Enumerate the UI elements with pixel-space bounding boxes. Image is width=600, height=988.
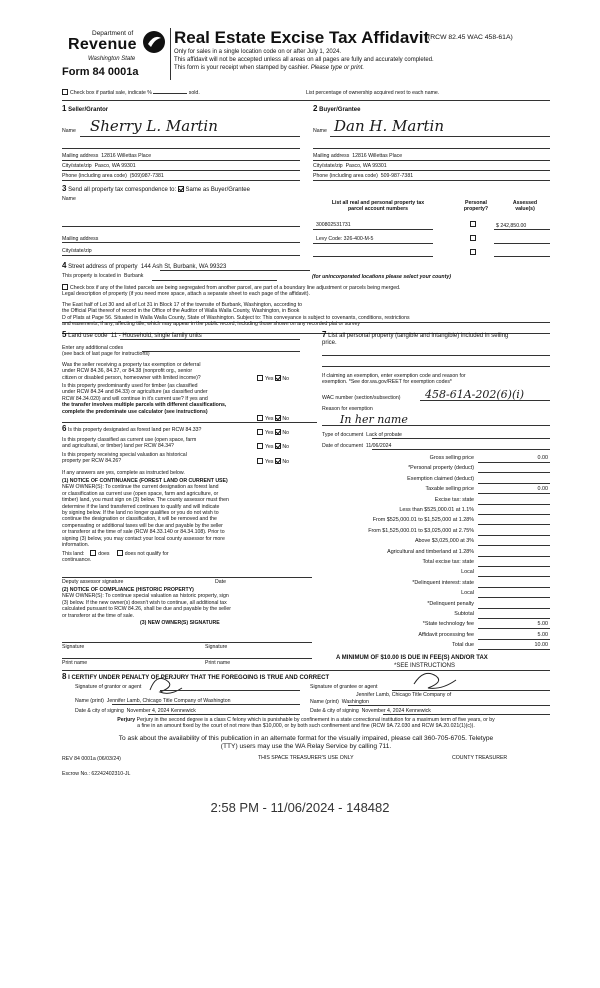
property-location-row: This property is located in Burbank	[62, 273, 144, 279]
fee-value-line	[478, 524, 550, 525]
q1-yes-no: Yes No	[257, 375, 289, 382]
segregate-row: Check box if any of the listed parcels are being segregated from another parcel, are part of a boundary line adjustment or parcels being merged.	[62, 284, 562, 291]
fee-label: Total excise tax: state	[422, 559, 474, 565]
buyer-address: 12816 Willettas Place	[352, 153, 403, 159]
fee-label: From $1,525,000.01 to $3,025,000 at 2.75%	[368, 527, 474, 534]
escrow-number: Escrow No.: 62242402310-JL	[62, 771, 131, 777]
historic-question: Is this property receiving special valuation as historical property per RCW 84.26?	[62, 452, 187, 465]
street-address-row: 4 Street address of property 144 Ash St, Burbank, WA 99323	[62, 261, 227, 270]
fee-label: Local	[461, 569, 474, 576]
grantee-name: Washington	[341, 699, 369, 705]
doc-date-row: Date of document 11/06/2024	[322, 443, 392, 449]
parcel-number: 300802531731	[316, 222, 351, 228]
form-number: Form 84 0001a	[62, 66, 139, 78]
fee-value-line	[478, 556, 550, 557]
levy-code: Levy Code: 326-400-M-5	[316, 236, 374, 242]
dor-logo	[62, 26, 170, 82]
recording-stamp: 2:58 PM - 11/06/2024 - 148482	[210, 800, 390, 815]
form-title: Real Estate Excise Tax Affidavit	[174, 28, 430, 47]
sec3-name-label: Name	[62, 196, 76, 202]
parcel-col2-header: Personal property?	[463, 200, 489, 213]
fee-label: Affidavit processing fee	[418, 631, 474, 638]
logo-swoosh-icon	[142, 30, 166, 54]
exemption-claim-note: If claiming an exemption, enter exemption code and reason for exemption. *See dor.wa.gov/REET for exemption codes*	[322, 373, 466, 386]
personal-property-checkbox-2[interactable]	[470, 235, 476, 241]
fee-label: *Delinquent penalty	[427, 600, 474, 607]
q2-yes-checkbox[interactable]	[257, 415, 263, 421]
partial-sale-checkbox[interactable]	[62, 89, 68, 95]
reason-label: Reason for exemption	[322, 406, 373, 412]
owner-sig-label-2: Signature	[205, 644, 228, 650]
seller-address: 12816 Willettas Place	[101, 153, 152, 159]
grantee-name-row: Name (print) Washington	[310, 699, 369, 705]
fee-value: 0.00	[537, 486, 548, 493]
perjury-warning: Perjury Perjury in the second degree is a class C felony which is punishable by confinement in a state correctional institution for a maximum term of five years, or by a fine in an amount fixed by the court of not more than $10,000, or by both such confinement and fine (RCW 9A.72.030 and RCW 9A.20.021(1)(c)).	[117, 717, 495, 730]
sec3-city-label: City/state/zip	[62, 248, 92, 254]
buyer-mailing-row: Mailing address 12816 Willettas Place	[313, 153, 403, 159]
revision-code: REV 84 0001a (06/03/24)	[62, 756, 121, 762]
q6c-no-checkbox[interactable]	[275, 458, 281, 464]
fee-value-line	[478, 628, 550, 629]
fee-value: 5.00	[537, 621, 548, 628]
fee-label: Local	[461, 590, 474, 597]
sec3-mailing-label: Mailing address	[62, 236, 99, 242]
buyer-phone-row: Phone (including area code) 509-987-7381	[313, 173, 414, 179]
fee-label: From $525,000.01 to $1,525,000 at 1.28%	[372, 517, 474, 524]
fee-label: Excise tax: state	[434, 496, 474, 503]
fee-label: Gross selling price	[429, 455, 474, 461]
notice-continuance: (1) NOTICE OF CONTINUANCE (FOREST LAND OR CURRENT USE) NEW OWNER(S): To continue the current designation as forest land or classification as current use (open space, farm and agriculture, or timber) land, you must sign on (3) below. The county assessor must then determine if the land transferred continues to qualify and will indicate by signing below. If the land no longer qualifies or you do not wish to continue the designation or classification, it will be removed and the compensating or additional taxes will be due and payable by the seller or transferor at the time of sale (RCW 84.33.140 or 84.34.108). Prior to signing (3) below, you may contact your local county assessor for more information.	[62, 478, 229, 549]
header-note-3: This form is your receipt when stamped by cashier. Please type or print.	[174, 65, 365, 71]
property-location: Burbank	[124, 273, 144, 279]
same-as-buyer-checkbox[interactable]	[178, 186, 184, 192]
legal-description: The East half of Lot 30 and all of Lot 31 in Block 17 of the townsite of Burbank, Washington, according to the Official Plat thereof of record in the Office of the Auditor of Walla Walla County, Washington, in Book D of Plats at Page 56. Situated in Walla Walla County, State of Washington. Subject to: This conveyance is subject to covenants, conditions, restrictions and easements, if any, affecting title, which may appear in the public record, including those shown on any recorded plat or survey	[62, 302, 410, 328]
deputy-signature-label: Deputy assessor signature	[62, 579, 124, 585]
grantor-name-row: Name (print) Jennifer Lamb, Chicago Title Company of Washington	[75, 698, 231, 704]
fee-value-line	[478, 535, 550, 536]
q6c-yes-no: Yes No	[257, 458, 289, 465]
ownership-note: List percentage of ownership acquired next to each name.	[306, 90, 440, 96]
land-use-row: 5 Land use code 11 - Household, single family units	[62, 330, 202, 339]
alternate-format-note: To ask about the availability of this publication in an alternate format for the visually impaired, please call 360-705-6705. Teletype (TTY) users may use the WA Relay Service by calling 711.	[118, 735, 494, 751]
fee-value-line	[478, 566, 550, 567]
timber-question: Is this property predominantly used for timber (as classified under RCW 84.34 and 84.33) or agriculture (as classified under RCW 84.34.020) and will continue in it's current use? If yes and the transfer involves multiple parcels with different classifications, complete the predominate use calculator (see instructions)	[62, 383, 227, 415]
fee-label: Exemption claimed (deduct)	[407, 475, 474, 482]
q6b-yes-no: Yes No	[257, 443, 289, 450]
header-note-2: This affidavit will not be accepted unless all areas on all pages are fully and accurately completed.	[174, 57, 434, 63]
personal-property-heading: 7 List all personal property (tangible and intangible) included in selling price.	[322, 330, 509, 346]
fee-value-line	[478, 462, 550, 463]
fee-value: 0.00	[537, 455, 548, 461]
treasurer-use-only: THIS SPACE TREASURER'S USE ONLY	[258, 755, 354, 761]
seller-name-label: Name	[62, 128, 76, 134]
parcel-col1-header: List all real and personal property tax parcel account numbers	[331, 200, 425, 213]
fee-value-line	[478, 618, 550, 619]
uninc-note: (for unincorporated locations please select your county)	[312, 274, 451, 280]
land-does-checkbox[interactable]	[90, 550, 96, 556]
partial-sale-row: Check box if partial sale, indicate % sold.	[62, 89, 200, 96]
owner-print-label-2: Print name	[205, 660, 231, 666]
buyer-city: Pasco, WA 99301	[345, 163, 387, 169]
buyer-city-row: City/state/zip Pasco, WA 99301	[313, 163, 387, 169]
any-yes-note: If any answers are yes, complete as instructed below.	[62, 470, 185, 476]
q6c-yes-checkbox[interactable]	[257, 458, 263, 464]
grantee-date-row: Date & city of signing November 4, 2024 Kennewick	[310, 708, 431, 714]
fee-value-line	[478, 545, 550, 546]
fee-value: 5.00	[537, 631, 548, 638]
fee-value-line	[478, 514, 550, 515]
personal-property-checkbox-1[interactable]	[470, 221, 476, 227]
fee-label: Less than $525,000.01 at 1.1%	[399, 507, 474, 513]
q2-yes-no: Yes No	[257, 415, 289, 422]
county-treasurer-label: COUNTY TREASURER	[452, 755, 508, 761]
additional-codes: Enter any additional codes (see back of last page for instructions)	[62, 345, 150, 358]
logo-state-text: Washington State	[88, 56, 136, 62]
seller-phone: (509)987-7381	[129, 173, 164, 179]
fee-value-line	[478, 472, 550, 473]
fee-label: Agricultural and timberland at 1.28%	[387, 548, 474, 555]
document-type: Lack of probate	[366, 432, 402, 438]
land-does-not-checkbox[interactable]	[117, 550, 123, 556]
fee-label: Taxable selling price	[425, 486, 474, 493]
fee-value-line	[478, 639, 550, 640]
grantor-date-row: Date & city of signing November 4, 2024 Kennewick	[75, 708, 196, 714]
personal-property-checkbox-3[interactable]	[470, 249, 476, 255]
buyer-name-signature: Dan H. Martin	[334, 117, 444, 135]
property-address: 144 Ash St, Burbank, WA 99323	[140, 264, 227, 270]
exemption-reason: In her name	[340, 413, 408, 426]
owner-sig-label-1: Signature	[62, 644, 85, 650]
fee-label: *State technology fee	[422, 621, 474, 628]
seller-name-signature: Sherry L. Martin	[90, 117, 218, 135]
logo-dept-text: Department of	[92, 30, 134, 37]
q6a-yes-no: Yes No	[257, 429, 289, 436]
correspondence-heading: 3 Send all property tax correspondence to: Same as Buyer/Grantee	[62, 184, 250, 193]
grantor-date-city: November 4, 2024 Kennewick	[126, 708, 196, 714]
grantor-signature-mark	[146, 672, 186, 698]
assessed-value: $ 242,850.00	[496, 223, 527, 229]
fee-value-line	[478, 608, 550, 609]
grantee-date-city: November 4, 2024 Kennewick	[361, 708, 431, 714]
owner-print-label-1: Print name	[62, 660, 88, 666]
q6a-yes-checkbox[interactable]	[257, 429, 263, 435]
fee-value-line	[478, 576, 550, 577]
fee-value-line	[478, 493, 550, 494]
notice-compliance: (2) NOTICE OF COMPLIANCE (HISTORIC PROPERTY) NEW OWNER(S): To continue special valuation as historic property, sign (3) below. If the new owner(s) doesn't wish to continue, all additional tax calculated pursuant to RCW 84.26, shall be due and payable by the seller or transferor at the time of sale.	[62, 587, 231, 619]
doc-type-row: Type of document Lack of probate	[322, 432, 402, 438]
seller-mailing-row: Mailing address 12816 Willettas Place	[62, 153, 152, 159]
buyer-name-label: Name	[313, 128, 327, 134]
logo-revenue-text: Revenue	[68, 36, 137, 53]
fee-value-line	[478, 649, 550, 650]
wac-number: 458-61A-202(6)(i)	[425, 388, 525, 401]
header-note-1: Only for sales in a single location code on or after July 1, 2024.	[174, 49, 342, 55]
fee-value-line	[478, 483, 550, 484]
fee-value: 10.00	[534, 642, 548, 649]
land-qualify-row: This land: does does not qualify for	[62, 551, 169, 557]
deputy-date-label: Date	[215, 579, 226, 585]
seller-heading: 1 Seller/Grantor	[62, 104, 109, 113]
grantor-name: Jennifer Lamb, Chicago Title Company of Washington	[106, 698, 231, 704]
q2-no-checkbox[interactable]	[275, 415, 281, 421]
exemption-question: Was the seller receiving a property tax exemption or deferral under RCW 84.36, 84.37, or 84.38 (nonprofit org., senior citizen or disabled person, homeowner with limited income)?	[62, 362, 201, 381]
fee-value-line	[478, 597, 550, 598]
see-instructions: *SEE INSTRUCTIONS	[394, 663, 456, 669]
new-owner-signature-heading: (3) NEW OWNER(S) SIGNATURE	[140, 620, 220, 626]
q1-no-checkbox[interactable]	[275, 375, 281, 381]
fee-label: Subtotal	[454, 611, 474, 617]
form-citation: (RCW 82.45 WAC 458-61A)	[428, 34, 513, 41]
parcel-col3-header: Assessed value(s)	[512, 200, 538, 213]
seller-city-row: City/state/zip Pasco, WA 99301	[62, 163, 136, 169]
fee-label: *Personal property (deduct)	[408, 465, 474, 472]
q6a-no-checkbox[interactable]	[275, 429, 281, 435]
current-use-question: Is this property classified as current use (open space, farm and agricultural, or timber) land per RCW 84.34?	[62, 437, 197, 450]
q6b-yes-checkbox[interactable]	[257, 443, 263, 449]
segregate-checkbox[interactable]	[62, 284, 68, 290]
grantor-signature-label: Signature of grantor or agent	[75, 684, 142, 690]
q1-yes-checkbox[interactable]	[257, 375, 263, 381]
grantee-signature-label: Signature of grantee or agent	[310, 684, 378, 690]
continuance-label: continuance.	[62, 557, 92, 563]
buyer-phone: 509-987-7381	[380, 173, 414, 179]
grantee-name-extra: Jennifer Lamb, Chicago Title Company of	[356, 692, 452, 698]
seller-city: Pasco, WA 99301	[94, 163, 136, 169]
fee-value-line	[478, 504, 550, 505]
legal-description-header: Legal description of property (if you need more space, attach a separate sheet to each page of the affidavit).	[62, 291, 310, 297]
seller-phone-row: Phone (including area code) (509)987-7381	[62, 173, 164, 179]
land-use-code: 11 - Household, single family units	[110, 333, 202, 339]
forest-question: 6 Is this property designated as forest land per RCW 84.33?	[62, 424, 202, 433]
minimum-due-note: A MINIMUM OF $10.00 IS DUE IN FEE(S) AND/OR TAX	[336, 655, 488, 661]
q6b-no-checkbox[interactable]	[275, 443, 281, 449]
buyer-heading: 2 Buyer/Grantee	[313, 104, 361, 113]
certify-heading: 8 I CERTIFY UNDER PENALTY OF PERJURY THAT THE FOREGOING IS TRUE AND CORRECT	[62, 672, 330, 681]
document-date: 11/06/2024	[365, 443, 392, 449]
fee-label: *Delinquent interest: state	[412, 579, 474, 586]
wac-label: WAC number (section/subsection)	[322, 395, 401, 401]
fee-value-line	[478, 587, 550, 588]
fee-label: Above $3,025,000 at 3%	[414, 538, 474, 545]
fee-label: Total due	[452, 642, 474, 649]
